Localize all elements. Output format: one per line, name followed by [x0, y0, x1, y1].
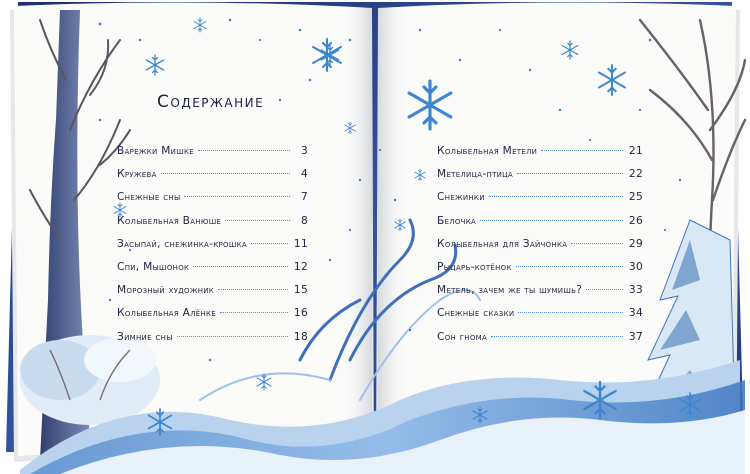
- toc-entry[interactable]: [437, 261, 643, 284]
- toc-entry-title: Зимние сны: [117, 330, 173, 343]
- dot-leader: [251, 243, 288, 244]
- toc-entry[interactable]: [437, 145, 643, 168]
- toc-entry-title: Колыбельная Ванюше: [117, 214, 222, 227]
- toc-entry-title: Снежные сказки: [437, 307, 515, 320]
- dot-leader: [220, 312, 288, 313]
- toc-entry[interactable]: [117, 307, 308, 330]
- dot-leader: [193, 266, 288, 267]
- toc-entry-page: 15: [293, 284, 308, 297]
- toc-entry[interactable]: [117, 238, 308, 261]
- toc-entry-title: Колыбельная Алёнке: [117, 307, 217, 320]
- dot-leader: [480, 220, 623, 221]
- toc-entry[interactable]: [117, 215, 308, 238]
- toc-entry-title: Метель, зачем же ты шумишь?: [437, 284, 583, 297]
- toc-entry-title: Рыцарь-котёнок: [437, 260, 512, 273]
- toc-entry[interactable]: [437, 284, 643, 307]
- toc-entry[interactable]: [117, 145, 308, 168]
- toc-entry-page: 4: [300, 168, 308, 181]
- dot-leader: [218, 289, 288, 290]
- dot-leader: [489, 196, 623, 197]
- toc-entry-title: Белочка: [437, 214, 477, 227]
- toc-entry[interactable]: [437, 307, 643, 330]
- dot-leader: [586, 289, 623, 290]
- toc-entry-page: 3: [300, 145, 308, 157]
- toc-entry-page: 22: [628, 168, 643, 181]
- toc-entry[interactable]: [437, 168, 643, 191]
- toc-entry-page: 16: [293, 307, 308, 320]
- dot-leader: [541, 150, 623, 151]
- toc-entry-title: Засыпай, снежинка-крошка: [117, 237, 248, 250]
- toc-entry-page: 30: [628, 260, 643, 273]
- toc-entry-page: 11: [293, 237, 308, 250]
- toc-entry[interactable]: [437, 331, 643, 354]
- toc-entry-title: Морозный художник: [117, 284, 215, 297]
- dot-leader: [516, 266, 623, 267]
- toc-entry-title: Снежинки: [437, 191, 485, 204]
- toc-entry-page: 18: [293, 330, 308, 343]
- dot-leader: [177, 336, 288, 337]
- toc-entry[interactable]: [437, 191, 643, 214]
- dot-leader: [571, 243, 623, 244]
- dot-leader: [517, 173, 623, 174]
- toc-entry-page: 37: [628, 330, 643, 343]
- toc-entry-page: 8: [300, 214, 308, 227]
- toc-entry-title: Варежки Мишке: [117, 145, 194, 157]
- toc-left-list: [117, 145, 308, 354]
- toc-right-list: [437, 145, 643, 354]
- toc-entry-title: Кружева: [117, 168, 157, 181]
- toc-entry-page: 12: [293, 260, 308, 273]
- toc-entry[interactable]: [117, 168, 308, 191]
- toc-entry-title: Снежные сны: [117, 191, 181, 204]
- dot-leader: [198, 150, 290, 151]
- toc-entry-page: 34: [628, 307, 643, 320]
- dot-leader: [161, 173, 290, 174]
- dot-leader: [518, 312, 623, 313]
- toc-entry-page: 26: [628, 214, 643, 227]
- toc-entry-page: 29: [628, 237, 643, 250]
- dot-leader: [184, 196, 290, 197]
- toc-entry-title: Колыбельная для Зайчонка: [437, 237, 568, 250]
- toc-entry-page: 7: [300, 191, 308, 204]
- toc-entry[interactable]: [437, 238, 643, 261]
- toc-entry[interactable]: [117, 331, 308, 354]
- toc-entry-title: Метелица-птица: [437, 168, 514, 181]
- toc-entry[interactable]: [117, 191, 308, 214]
- toc-entry[interactable]: [437, 215, 643, 238]
- toc-entry-title: Спи, Мышонок: [117, 260, 190, 273]
- toc-entry-page: 21: [628, 145, 643, 157]
- toc-entry-title: Сон гнома: [437, 330, 488, 343]
- dot-leader: [225, 220, 290, 221]
- toc-entry-page: 33: [628, 284, 643, 297]
- toc-entry-title: Колыбельная Метели: [437, 145, 538, 157]
- dot-leader: [491, 336, 623, 337]
- toc-entry[interactable]: [117, 284, 308, 307]
- contents-title: Содержание: [157, 92, 265, 112]
- toc-entry-page: 25: [628, 191, 643, 204]
- toc-entry[interactable]: [117, 261, 308, 284]
